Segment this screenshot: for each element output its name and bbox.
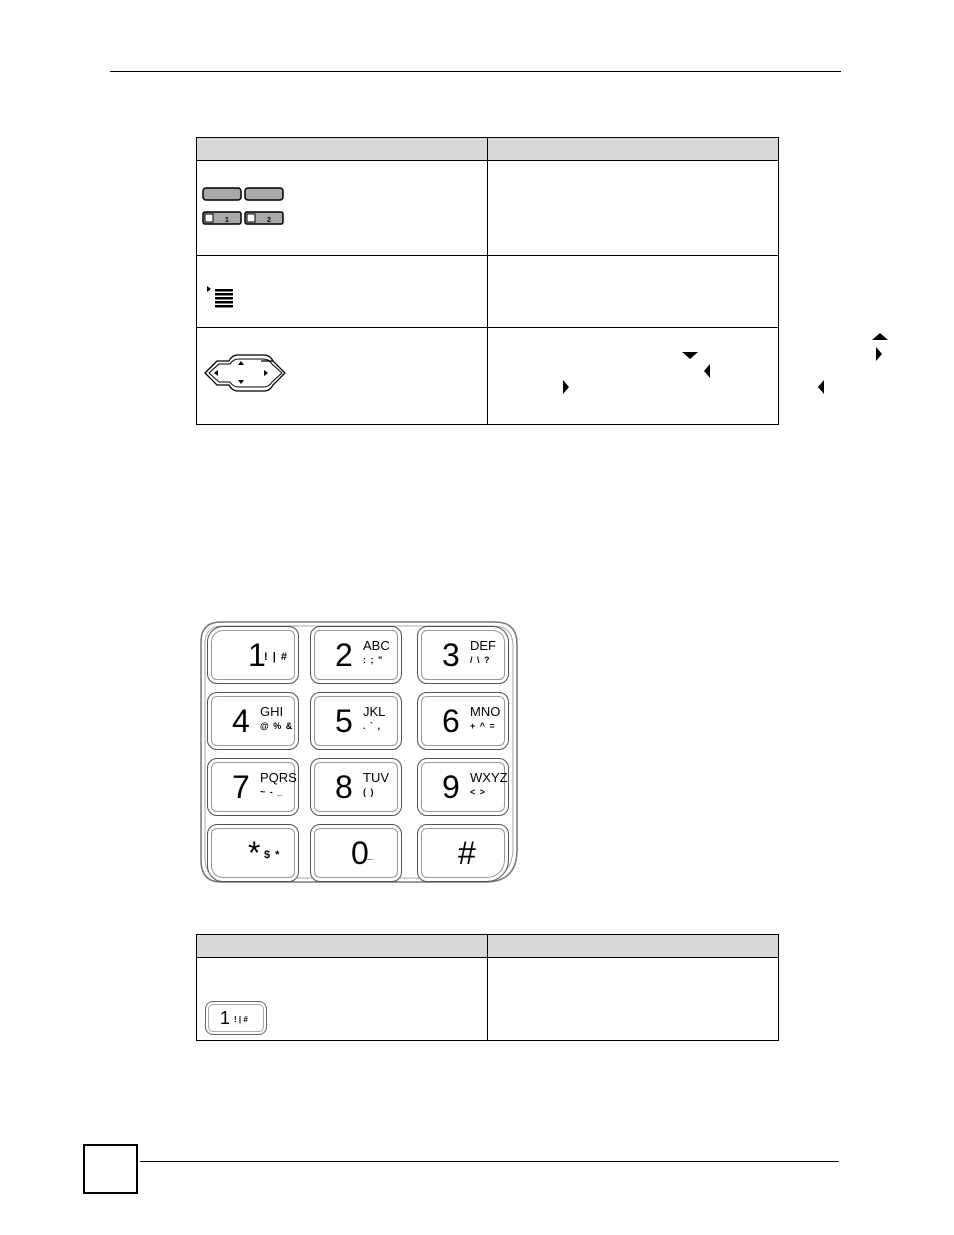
right-arrow-icon bbox=[563, 380, 569, 394]
line-keys-icon bbox=[197, 161, 301, 250]
table-row bbox=[197, 958, 779, 1041]
line-keys-icon-cell bbox=[197, 161, 488, 256]
key-letters: ABC bbox=[363, 638, 390, 653]
keypad-key[interactable] bbox=[417, 758, 509, 816]
keypad-key[interactable] bbox=[207, 758, 299, 816]
key-symbols: : ; " bbox=[363, 655, 384, 665]
description-cell bbox=[488, 328, 779, 425]
description-cell bbox=[488, 958, 779, 1041]
key-digit: 4 bbox=[232, 703, 250, 739]
keypad-key[interactable] bbox=[207, 626, 299, 684]
description-cell bbox=[488, 161, 779, 256]
left-arrow-icon bbox=[704, 364, 710, 378]
key-1-icon bbox=[205, 1001, 267, 1035]
table-row bbox=[197, 328, 779, 425]
down-arrow-icon bbox=[682, 352, 698, 359]
header-cell-key bbox=[197, 138, 488, 161]
small-key-digit: 1 bbox=[220, 1008, 231, 1028]
key-digit: 5 bbox=[335, 703, 353, 739]
keypad-key[interactable] bbox=[417, 692, 509, 750]
header-cell-description bbox=[488, 138, 779, 161]
keypad-key[interactable] bbox=[207, 692, 299, 750]
header-cell-description bbox=[488, 935, 779, 958]
menu-icon-cell bbox=[197, 256, 488, 328]
key-symbols: @ % & bbox=[260, 721, 294, 731]
footer-rule bbox=[140, 1161, 839, 1162]
phone-keypad bbox=[199, 620, 519, 885]
key-symbols: ( ) bbox=[363, 787, 375, 797]
keypad-key[interactable] bbox=[310, 824, 402, 882]
key-letters: WXYZ bbox=[470, 770, 508, 785]
keypad-key[interactable] bbox=[310, 626, 402, 684]
key-digit: * bbox=[248, 835, 261, 871]
table-row bbox=[197, 256, 779, 328]
key-letters: DEF bbox=[470, 638, 496, 653]
key-digit: 6 bbox=[442, 703, 460, 739]
key-digit: 8 bbox=[335, 769, 353, 805]
key-digit: 1 bbox=[248, 637, 266, 673]
key-letters: GHI bbox=[260, 704, 284, 719]
keypad-key[interactable] bbox=[310, 758, 402, 816]
menu-list-icon bbox=[197, 256, 301, 322]
keys-table-navigation bbox=[196, 137, 779, 425]
keys-table-keypad bbox=[196, 934, 779, 1041]
key-digit: 3 bbox=[442, 637, 460, 673]
key-digit: # bbox=[458, 835, 476, 871]
keypad-key[interactable] bbox=[310, 692, 402, 750]
key-digit: 7 bbox=[232, 769, 250, 805]
small-key-icon-cell bbox=[197, 958, 488, 1041]
keypad-key[interactable] bbox=[207, 824, 299, 882]
key-symbols: + ^ = bbox=[470, 721, 496, 731]
table-row bbox=[197, 161, 779, 256]
key-letters: MNO bbox=[470, 704, 501, 719]
key-digit: 9 bbox=[442, 769, 460, 805]
keypad-key[interactable] bbox=[417, 824, 509, 882]
key-symbols: ~ - _ bbox=[260, 787, 284, 797]
table-header-row bbox=[197, 138, 779, 161]
nav-pad-icon-cell bbox=[197, 328, 488, 425]
navigation-pad-icon bbox=[197, 328, 301, 419]
up-arrow-icon bbox=[872, 333, 888, 340]
line-key-1-label: 1 bbox=[225, 217, 229, 224]
page-number-box bbox=[83, 1144, 138, 1194]
key-letters: TUV bbox=[363, 770, 389, 785]
key-symbols: < > bbox=[470, 787, 487, 797]
keypad-key[interactable] bbox=[417, 626, 509, 684]
line-key-2-label: 2 bbox=[267, 217, 271, 224]
key-digit: 2 bbox=[335, 637, 353, 673]
right-arrow-icon bbox=[876, 347, 882, 361]
key-letters: JKL bbox=[363, 704, 386, 719]
key-symbols: _ bbox=[367, 849, 375, 861]
key-symbols: / \ ? bbox=[470, 655, 491, 665]
description-cell bbox=[488, 256, 779, 328]
key-symbols: . ` , bbox=[363, 721, 381, 731]
key-digit: 0 bbox=[351, 835, 369, 871]
key-letters: PQRS bbox=[260, 770, 297, 785]
key-symbols: $ * bbox=[264, 849, 281, 861]
table-header-row bbox=[197, 935, 779, 958]
header-cell-key bbox=[197, 935, 488, 958]
left-arrow-icon bbox=[818, 380, 824, 394]
header-rule bbox=[110, 71, 841, 72]
key-symbols: ! | # bbox=[264, 651, 288, 663]
small-key-symbols: ! | # bbox=[234, 1015, 248, 1024]
